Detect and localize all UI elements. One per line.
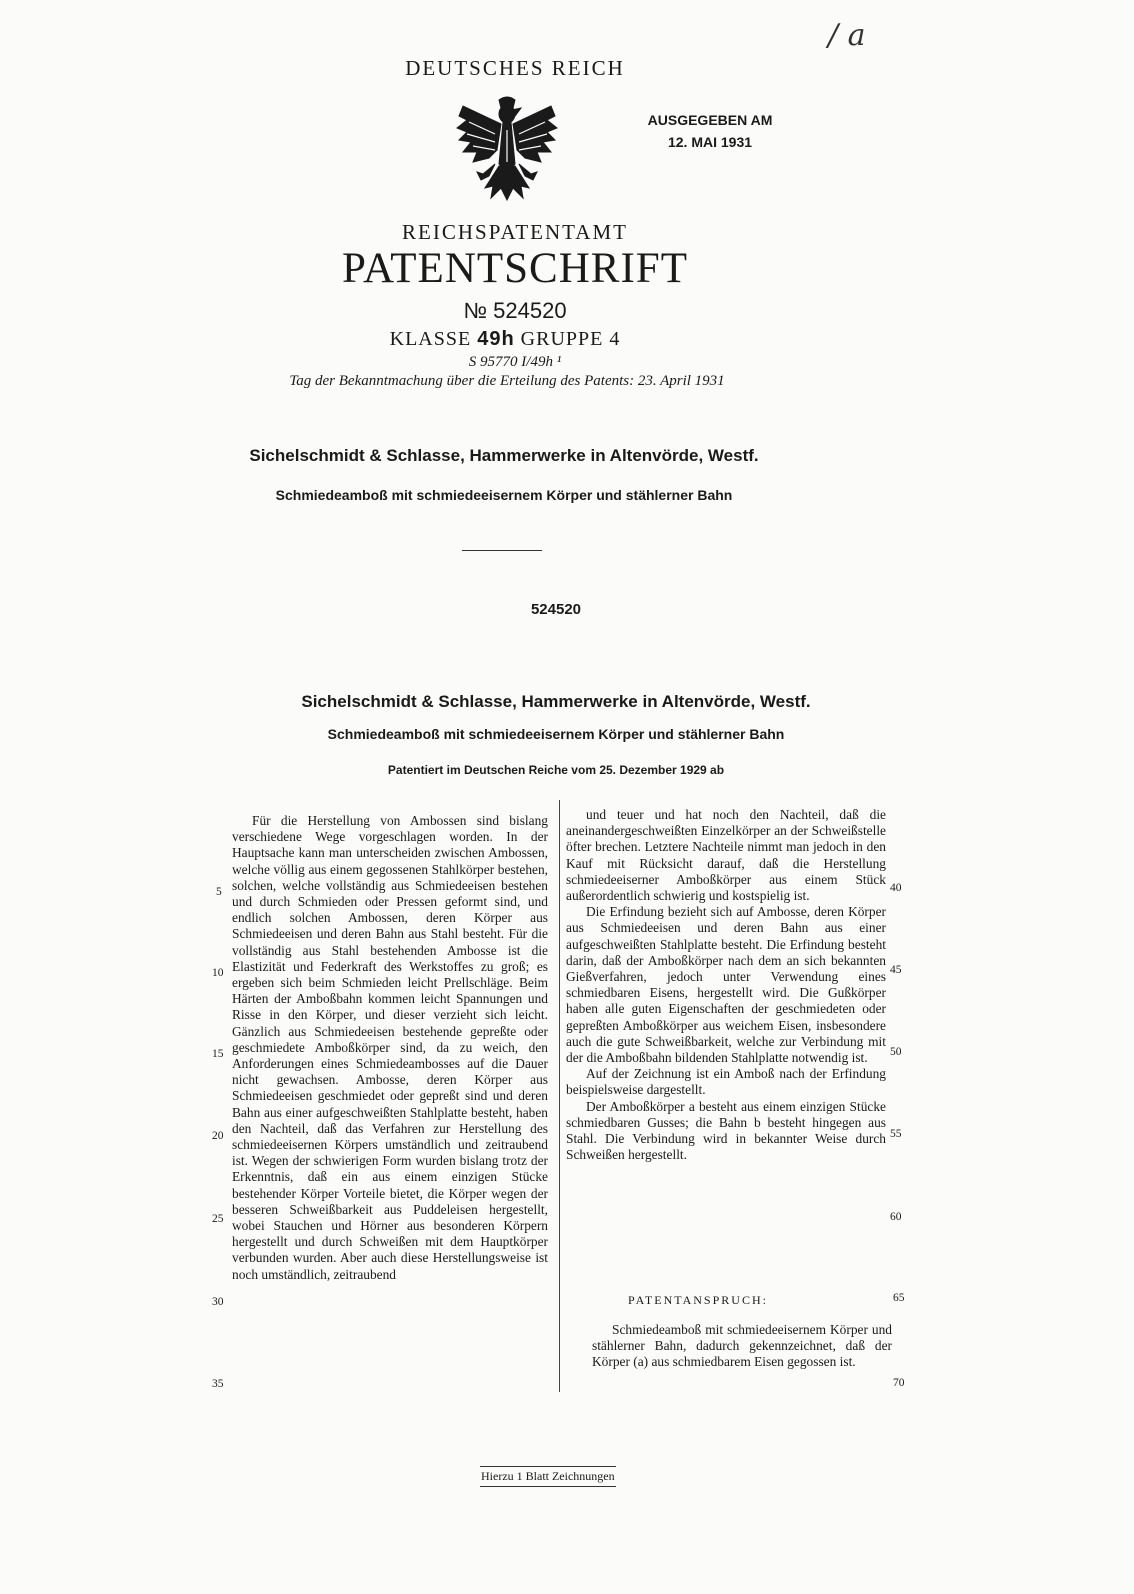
line-number: 50 <box>890 1046 902 1058</box>
patented-since-line: Patentiert im Deutschen Reiche vom 25. Dezember 1929 ab <box>387 763 725 777</box>
body-applicant-name: Sichelschmidt & Schlasse, Hammerwerke in Altenvörde, Westf. <box>301 692 811 711</box>
body-patent-number: 524520 <box>530 601 582 618</box>
handwritten-corner-mark: / a <box>828 18 866 53</box>
issued-date: 12. MAI 1931 <box>667 134 753 150</box>
line-number: 30 <box>212 1296 224 1308</box>
reichsadler-eagle-emblem <box>455 94 559 202</box>
section-divider <box>462 550 542 551</box>
line-number: 65 <box>893 1292 905 1304</box>
gruppe: GRUPPE 4 <box>520 328 621 350</box>
description-left-column <box>232 813 548 1283</box>
patent-claim: Schmiedeamboß mit schmiedeeisernem Körper und stählerner Bahn, dadurch gekennzeichnet, daß der Körper (a) aus schmiedbarem Eisen gegossen ist. <box>592 1322 892 1370</box>
description-paragraph: Die Erfindung bezieht sich auf Ambosse, deren Körper aus Schmiedeeisen und deren Bahn aus einer aufgeschweißten Stahlplatte besteht. Die Erfindung besteht darin, daß der Amboßkörper nach dem an sich bekannten Gießverfahren, jedoch unter Verwendung eines schmiedbaren Eisens, hergestellt wird. Die Gußkörper haben alle guten Eigenschaften der geschmiedeten oder gepreßten Amboßkörper aus weichem Eisen, insbesondere auch die gute Schweißbarkeit, welche zur Verbindung mit der die Amboßbahn bildenden Stahlplatte notwendig ist. <box>566 904 886 1066</box>
document-type-title: PATENTSCHRIFT <box>342 245 688 292</box>
description-paragraph: und teuer und hat noch den Nachteil, daß die aneinandergeschweißten Einzelkörper an der Schweißstelle öfter brechen. Letztere Nachteile nimmt man jedoch in den Kauf mit Rücksicht darauf, daß die Herstellung schmiedeeiserner Amboßkörper aus einem Stück außerordentlich schwierig und kostspielig ist. <box>566 807 886 904</box>
line-number: 70 <box>893 1377 905 1389</box>
line-number: 10 <box>212 967 224 979</box>
issued-label: AUSGEGEBEN AM <box>647 112 773 128</box>
drawings-note: Hierzu 1 Blatt Zeichnungen <box>480 1466 616 1487</box>
applicant-name: Sichelschmidt & Schlasse, Hammerwerke in Altenvörde, Westf. <box>249 446 759 465</box>
issue-date-block <box>640 109 780 153</box>
patent-office-heading: REICHSPATENTAMT <box>402 220 628 244</box>
claim-heading: PATENTANSPRUCH: <box>628 1293 768 1307</box>
line-number: 35 <box>212 1378 224 1390</box>
line-number: 60 <box>890 1211 902 1223</box>
patent-number: № 524520 <box>463 298 567 323</box>
body-invention-title: Schmiedeamboß mit schmiedeeisernem Körper und stählerner Bahn <box>327 726 785 742</box>
line-number: 45 <box>890 964 902 976</box>
klasse-prefix: KLASSE <box>389 328 472 350</box>
line-number: 20 <box>212 1130 224 1142</box>
description-paragraph: Der Amboßkörper a besteht aus einem einzigen Stücke schmiedbaren Gusses; die Bahn b besteht hingegen aus Stahl. Die Verbindung wird in bekannter Weise durch Schweißen hergestellt. <box>566 1098 886 1163</box>
publication-date-line: Tag der Bekanntmachung über die Erteilung des Patents: 23. April 1931 <box>289 373 725 389</box>
file-reference: S 95770 I/49h ¹ <box>468 354 562 370</box>
invention-title: Schmiedeamboß mit schmiedeeisernem Körper und stählerner Bahn <box>275 487 733 503</box>
line-number: 15 <box>212 1048 224 1060</box>
column-divider <box>559 800 560 1392</box>
classification <box>0 328 1010 351</box>
line-number: 55 <box>890 1128 902 1140</box>
description-right-column <box>566 807 886 1163</box>
line-number: 25 <box>212 1213 224 1225</box>
description-paragraph: Für die Herstellung von Ambossen sind bislang verschiedene Wege vorgeschlagen worden. In der Hauptsache kann man unterscheiden zwischen Ambossen, welche völlig aus einem gegossenen Stahlkörper bestehen, solchen, welche vollständig aus Schmiedeeisen bestehen und durch Schmieden oder Pressen geformt sind, und endlich solchen Ambossen, deren Körper aus Schmiedeeisen und deren Bahn aus Stahl besteht. Für die vollständig aus Stahl bestehenden Ambosse ist die Elastizität und Federkraft des Werkstoffes zu groß; es ergeben sich beim Schmieden leicht Prellschläge. Beim Härten der Amboßbahn kommen leicht Spannungen und Risse in den Körper, und dieser verzieht sich leicht. Gänzlich aus Schmiedeeisen bestehende gepreßte oder geschmiedete Amboßkörper sind, da zu weich, den Anforderungen eines Schmiedeambosses auf die Dauer nicht gewachsen. Ambosse, deren Körper aus Schmiedeeisen geschmiedet oder gepreßt sind und deren Bahn aus einer aufgeschweißten Stahlplatte besteht, haben den Nachteil, daß das Verfahren zur Herstellung des schmiedeeisernen Körpers umständlich und zeitraubend ist. Wegen der schwierigen Form wurden bislang trotz der Erkenntnis, daß ein aus einem einzigen Stücke bestehender Körper Vorteile bietet, die Körper wegen der besseren Schweißbarkeit aus Puddeleisen hergestellt, wobei Stauchen und Hörner aus besonderen Körpern hergestellt und durch Schweißen mit dem Hauptkörper verbunden wurden. Aber auch diese Herstellungsweise ist noch umständlich, zeitraubend <box>232 813 548 1282</box>
line-number: 40 <box>890 882 902 894</box>
description-paragraph: Auf der Zeichnung ist ein Amboß nach der Erfindung beispielsweise dargestellt. <box>566 1066 886 1098</box>
line-number: 5 <box>216 886 222 898</box>
klasse-value: 49h <box>477 328 515 350</box>
country-heading: DEUTSCHES REICH <box>405 56 625 80</box>
